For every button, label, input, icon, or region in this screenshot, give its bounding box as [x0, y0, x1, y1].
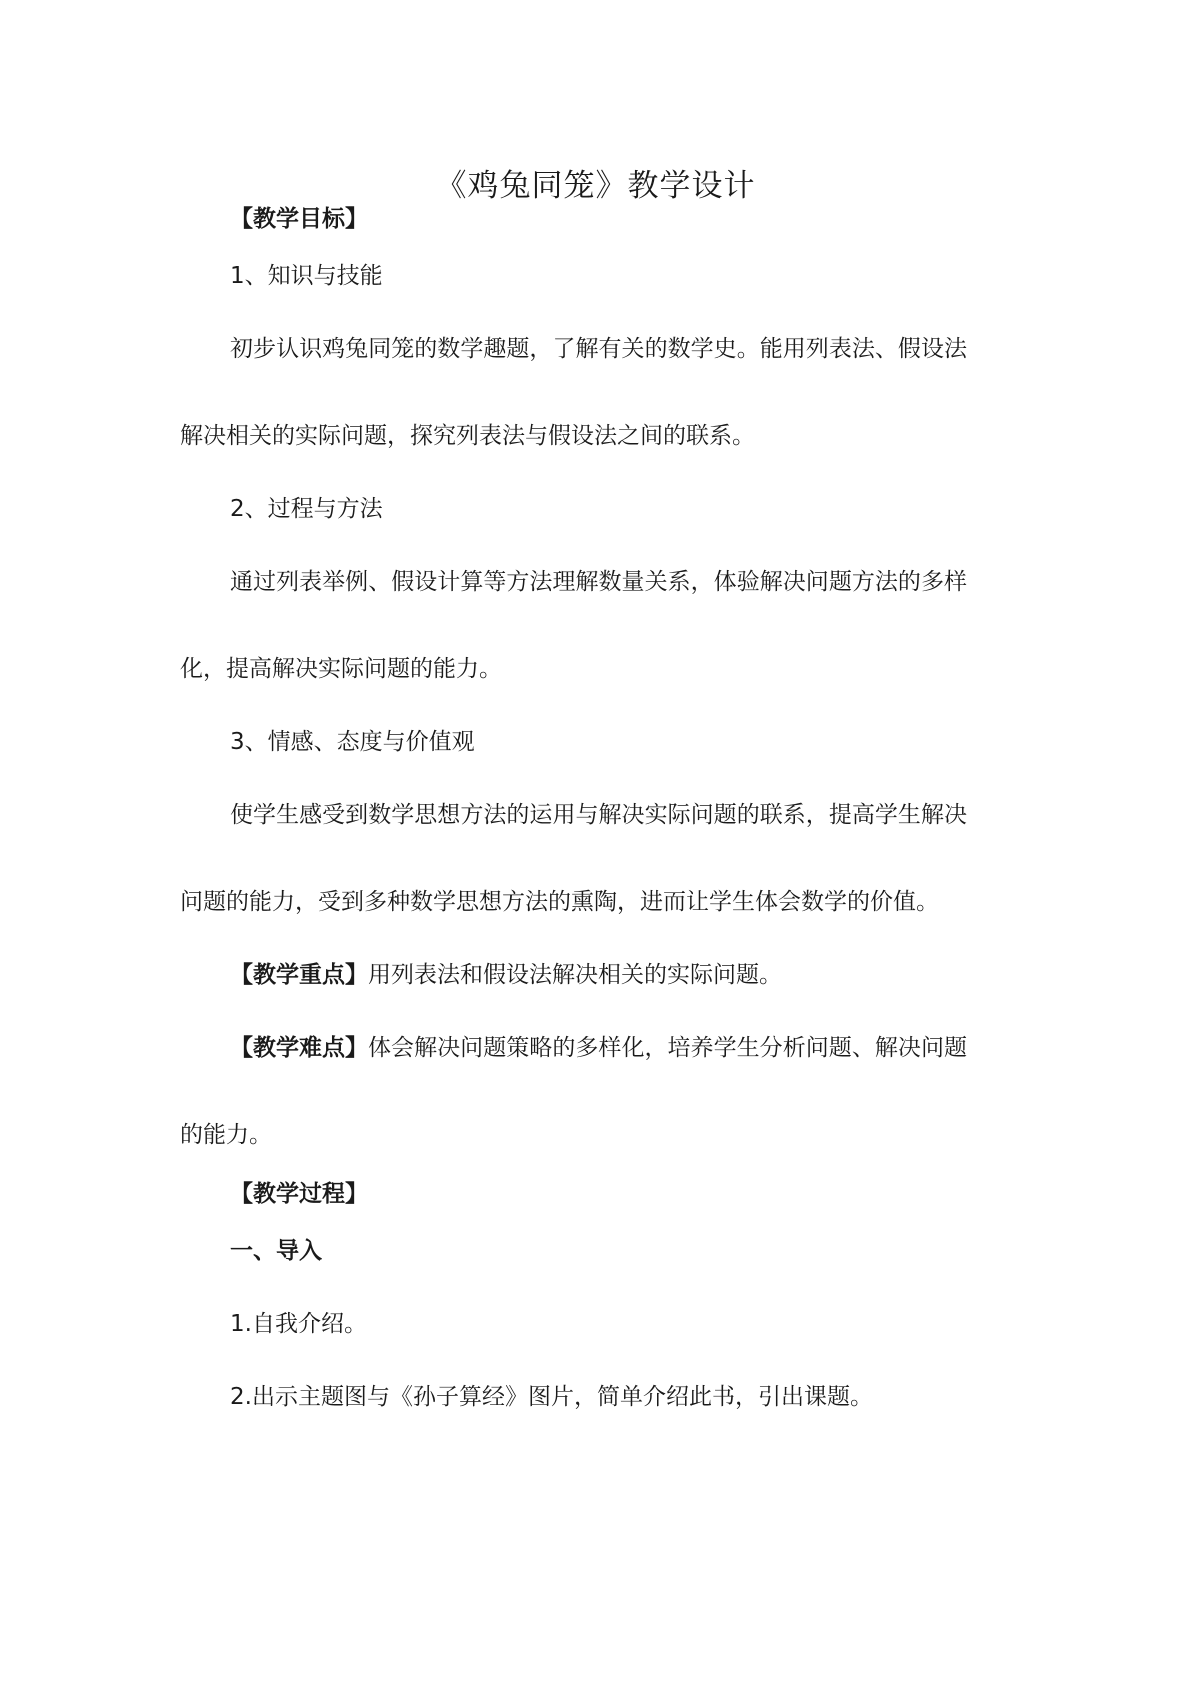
process-paragraph-line-2: 化，提高解决实际问题的能力。 [180, 656, 502, 682]
intro-item-1: 1.自我介绍。 [230, 1311, 367, 1337]
knowledge-paragraph-line-2: 解决相关的实际问题，探究列表法与假设法之间的联系。 [180, 423, 755, 449]
knowledge-paragraph-line-1: 初步认识鸡兔同笼的数学趣题，了解有关的数学史。能用列表法、假设法 [230, 336, 967, 362]
keypoint-text: 用列表法和假设法解决相关的实际问题。 [368, 962, 782, 988]
emotion-paragraph-line-1: 使学生感受到数学思想方法的运用与解决实际问题的联系，提高学生解决 [230, 802, 967, 828]
intro-heading: 一、导入 [230, 1238, 322, 1264]
difficulty-label: 【教学难点】 [230, 1035, 368, 1061]
procedure-heading: 【教学过程】 [230, 1181, 368, 1207]
keypoint-line [230, 960, 782, 990]
difficulty-line-1 [230, 1033, 967, 1063]
document-title: 《鸡兔同笼》教学设计 [435, 168, 756, 204]
knowledge-skills-heading: 1、知识与技能 [230, 263, 383, 289]
process-paragraph-line-1: 通过列表举例、假设计算等方法理解数量关系，体验解决问题方法的多样 [230, 569, 967, 595]
difficulty-text-line-2: 的能力。 [180, 1122, 272, 1148]
keypoint-label: 【教学重点】 [230, 962, 368, 988]
process-method-heading: 2、过程与方法 [230, 496, 383, 522]
difficulty-text-line-1: 体会解决问题策略的多样化，培养学生分析问题、解决问题 [368, 1035, 967, 1061]
objectives-heading: 【教学目标】 [230, 206, 368, 232]
intro-item-2: 2.出示主题图与《孙子算经》图片，简单介绍此书，引出课题。 [230, 1384, 873, 1410]
emotion-values-heading: 3、情感、态度与价值观 [230, 729, 475, 755]
emotion-paragraph-line-2: 问题的能力，受到多种数学思想方法的熏陶，进而让学生体会数学的价值。 [180, 889, 939, 915]
